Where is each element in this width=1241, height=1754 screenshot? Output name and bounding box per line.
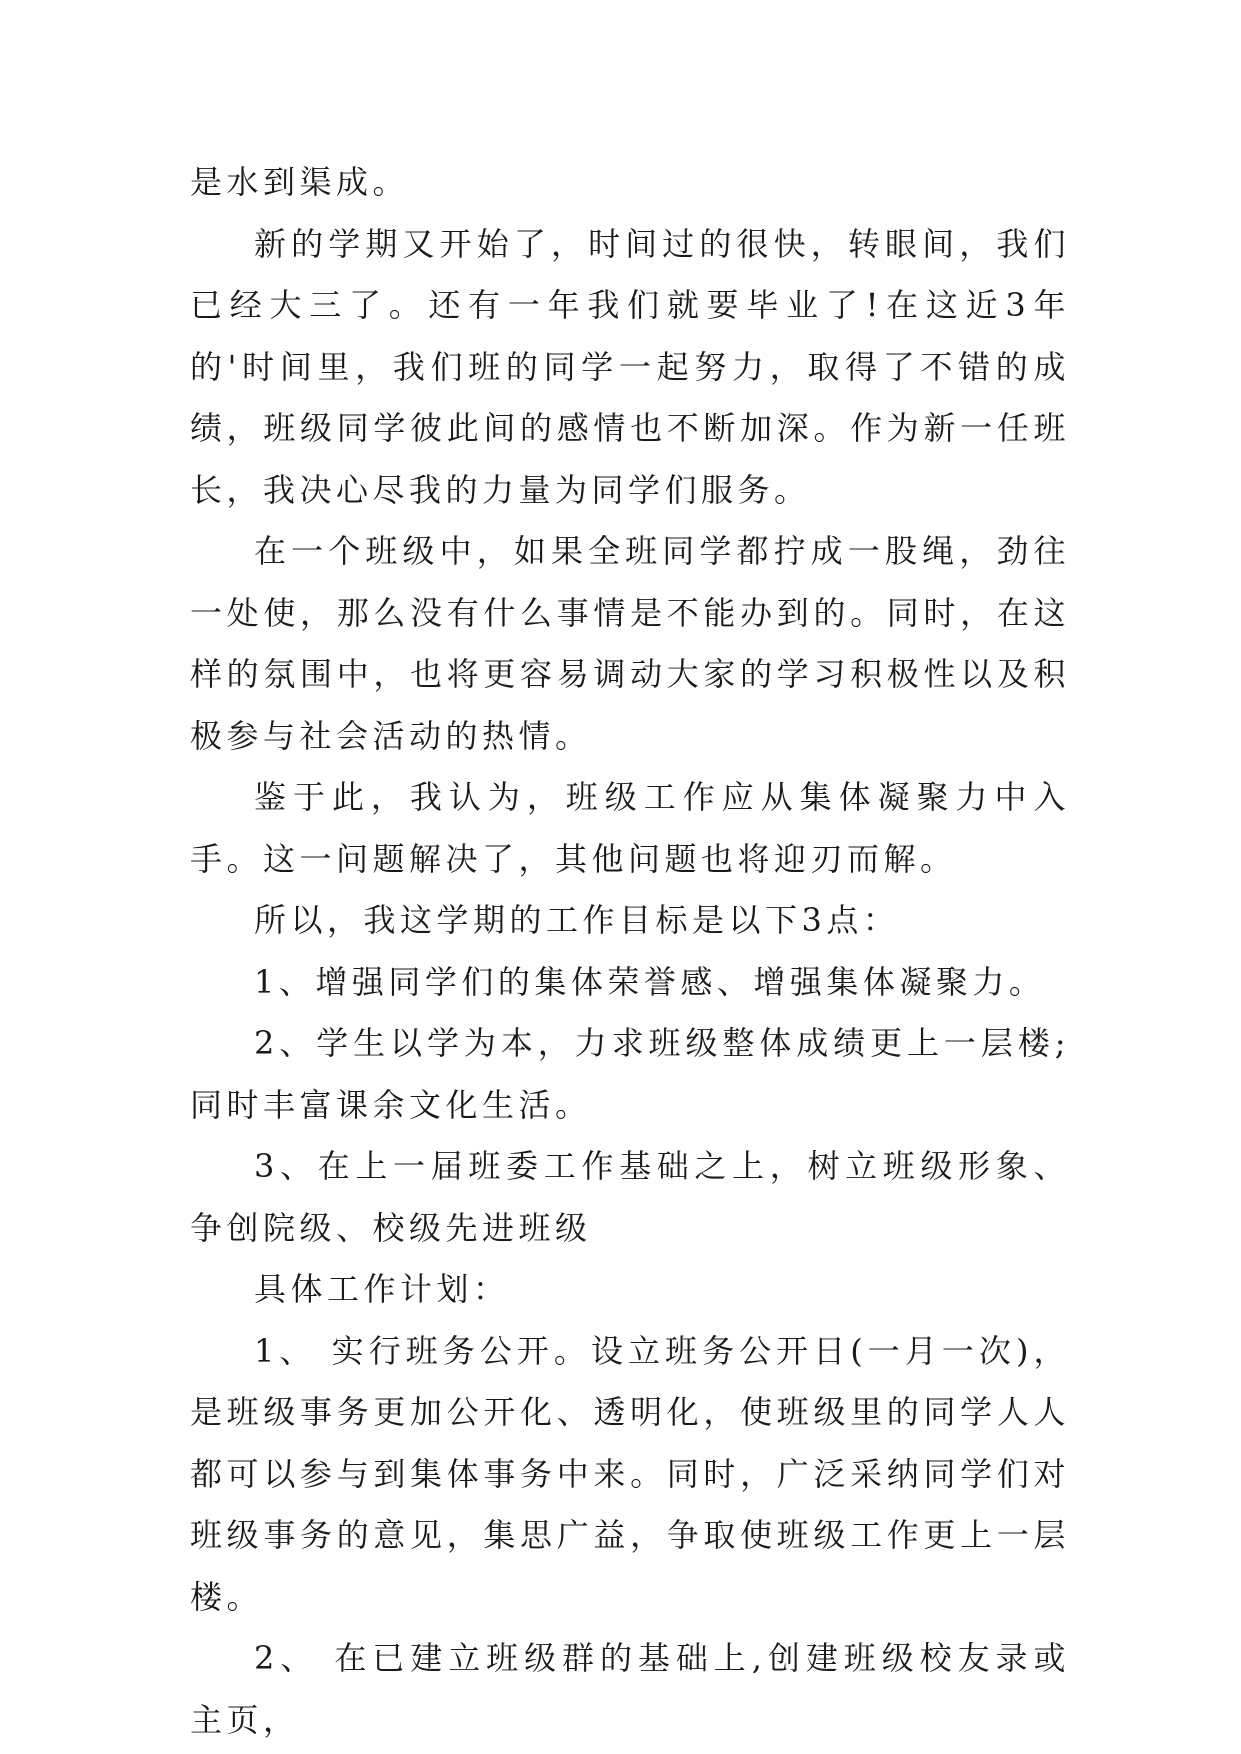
plan-item-2: 2、 在已建立班级群的基础上,创建班级校友录或主页，: [190, 1639, 1070, 1739]
document-page: [190, 152, 1070, 1751]
goal-item-3: 3、在上一届班委工作基础之上，树立班级形象、争创院级、校级先进班级: [190, 1147, 1070, 1247]
paragraph-continuation: 是水到渠成。: [190, 163, 410, 201]
plan-item-1: 1、 实行班务公开。设立班务公开日(一月一次)，是班级事务更加公开化、透明化，使班级里的同学人人都可以参与到集体事务中来。同时，广泛采纳同学们对班级事务的意见，集思广益，争取使班级工作更上一层楼。: [190, 1331, 1070, 1616]
plan-heading: 具体工作计划：: [254, 1270, 510, 1308]
paragraph-conclusion: 鉴于此，我认为，班级工作应从集体凝聚力中入手。这一问题解决了，其他问题也将迎刃而解。: [190, 778, 1070, 878]
goal-item-1: 1、增强同学们的集体荣誉感、增强集体凝聚力。: [254, 962, 1046, 1001]
paragraph-goals-heading: 所以，我这学期的工作目标是以下3点：: [254, 901, 900, 939]
paragraph-intro: 新的学期又开始了，时间过的很快，转眼间，我们已经大三了。还有一年我们就要毕业了!在这近3年的'时间里，我们班的同学一起努力，取得了不错的成绩，班级同学彼此间的感情也不断加深。作为新一任班长，我决心尽我的力量为同学们服务。: [190, 224, 1070, 509]
paragraph-class-unity: 在一个班级中，如果全班同学都拧成一股绳，劲往一处使，那么没有什么事情是不能办到的。同时，在这样的氛围中，也将更容易调动大家的学习积极性以及积极参与社会活动的热情。: [190, 532, 1070, 755]
goal-item-2: 2、学生以学为本，力求班级整体成绩更上一层楼;同时丰富课余文化生活。: [190, 1024, 1070, 1124]
